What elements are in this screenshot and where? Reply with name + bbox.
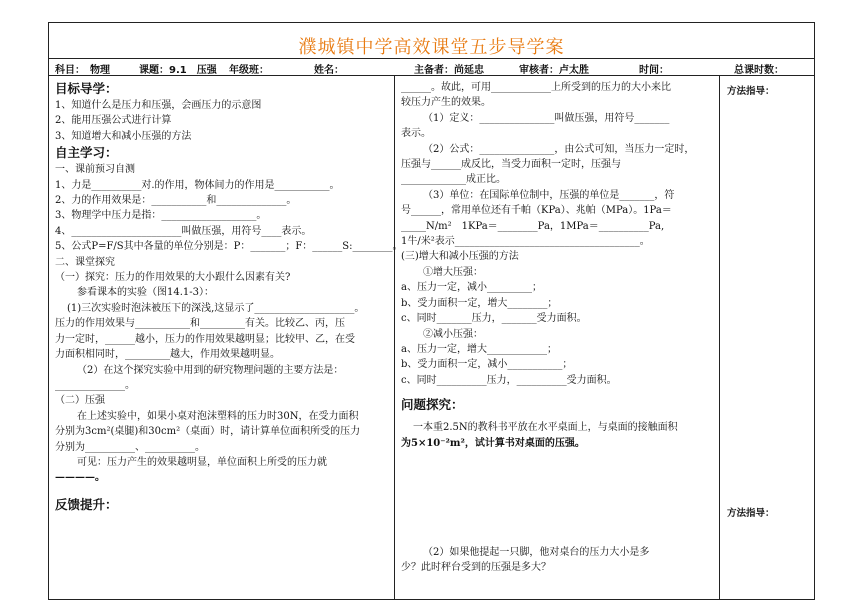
meta-author: 主备者：尚延忠	[414, 65, 484, 76]
text-line: _____________成正比。	[401, 174, 506, 186]
meta-name: 姓名：	[314, 65, 344, 76]
text-line: a、压力一定，增大____________；	[401, 343, 557, 355]
text-line: ②减小压强：	[423, 328, 483, 340]
text-line: 4、______________________叫做压强，用符号____表示。	[55, 225, 312, 237]
goal-item: 2、能用压强公式进行计算	[55, 115, 172, 127]
meta-time: 时间：	[639, 65, 669, 76]
text-line: 较压力产生的效果。	[401, 97, 491, 109]
text-line: （3）单位：在国际单位制中，压强的单位是_______，符	[423, 189, 675, 201]
problem-text: 为5×10⁻²m²，试计算书对桌面的压强。	[401, 437, 585, 449]
text-line: b、受力面积一定，减小___________；	[401, 359, 573, 371]
divider	[49, 58, 814, 59]
text-line: 可见：压力产生的效果越明显，单位面积上所受的压力就	[77, 456, 327, 468]
text-line: 号______，常用单位还有千帕（KPa）、兆帕（MPa）。1Pa＝	[401, 205, 672, 217]
text-line: 力一定时，______越小，压力的作用效果越明显；比较甲、乙，在受	[55, 333, 355, 345]
problem-text: （2）如果他提起一只脚，他对桌台的压力大小是多	[423, 547, 650, 558]
text-line: c、同时__________压力，__________受力面积。	[401, 374, 617, 386]
text-line: （2）公式：_______________，由公式可知，当压力一定时，	[423, 143, 695, 155]
goal-item: 3、知道增大和减小压强的方法	[55, 130, 192, 142]
text-line: 1、力是__________对.的作用，物体间力的作用是___________。	[55, 179, 340, 191]
text-line: ①增大压强：	[423, 266, 483, 278]
text-line: 5、公式P=F/S其中各量的单位分别是：P：_______；F：______S:________。	[55, 241, 403, 253]
feedback-heading: 反馈提升：	[55, 496, 118, 512]
text-line: 压强与______成反比，当受力面积一定时，压强与	[401, 159, 621, 171]
text-line: （一）探究：压力的作用效果的大小跟什么因素有关?	[55, 272, 291, 284]
text-line: 1牛/米²表示_____________________________________。	[401, 236, 650, 248]
text-line: 压力的作用效果与___________和_________有关。比较乙、丙，压	[55, 318, 345, 330]
middle-column	[401, 80, 716, 451]
self-study-heading: 自主学习：	[55, 145, 118, 161]
text-line: c、同时_______压力，_______受力面积。	[401, 313, 587, 325]
problem-text: 一本重2.5N的教科书平放在水平桌面上，与桌面的接触面积	[413, 422, 678, 434]
text-line: 一、课前预习自测	[55, 164, 135, 176]
worksheet	[48, 22, 815, 600]
text-line: (1)三次实验时泡沫被压下的深浅,这显示了____________________。	[67, 302, 365, 314]
text-line: _____N/m² 1KPa＝________Pa，1MPa＝__________Pa,	[401, 220, 665, 232]
text-line: ______________。	[55, 379, 135, 391]
left-column	[55, 80, 403, 514]
text-line: (三)增大和减小压强的方法	[401, 251, 519, 263]
page-title: 濮城镇中学高效课堂五步导学案	[298, 37, 565, 58]
problem-heading: 问题探究：	[401, 397, 464, 413]
text-line: 2、力的作用效果是：___________和______________。	[55, 195, 297, 207]
text-line: ______。故此，可用____________上所受到的压力的大小来比	[401, 82, 671, 93]
text-line: a、压力一定，减小_________；	[401, 282, 542, 294]
meta-hours: 总课时数：	[734, 65, 784, 76]
text-line: 分别为3cm²(桌腿)和30cm²（桌面）时，请计算单位面积所受的压力	[55, 426, 361, 438]
meta-grade: 年级班：	[229, 65, 269, 76]
goal-item: 1、知道什么是压力和压强，会画压力的示意图	[55, 100, 262, 111]
method-guide-label: 方法指导：	[727, 508, 775, 519]
text-line: 3、物理学中压力是指：___________________。	[55, 210, 267, 222]
meta-reviewer: 审核者：卢太胜	[519, 65, 589, 76]
text-line: 二、课堂探究	[55, 256, 115, 268]
text-line: （1）定义：_______________叫做压强，用符号_______	[423, 112, 670, 124]
text-line: 在上述实验中，如果小桌对泡沫塑料的压力时30N，在受力面积	[77, 410, 359, 422]
text-line: （二）压强	[55, 395, 105, 407]
text-line: b、受力面积一定，增大________；	[401, 297, 558, 309]
meta-subject: 科目： 物理	[55, 65, 110, 76]
text-line: 表示。	[401, 128, 431, 140]
text-line: ————。	[55, 472, 105, 484]
method-guide-label: 方法指导：	[727, 86, 775, 97]
problem-text: 少？此时秤台受到的压强是多大？	[401, 562, 551, 574]
column-divider	[719, 75, 720, 599]
text-line: 分别为__________、__________。	[55, 441, 205, 453]
column-divider	[394, 75, 395, 599]
meta-topic: 课题：9.1 压强	[139, 65, 217, 76]
text-line: （2）在这个探究实验中用到的研究物理问题的主要方法是：	[77, 364, 344, 376]
problem-two	[401, 545, 716, 576]
text-line: 力面积相同时，_________越大，作用效果越明显。	[55, 349, 280, 361]
text-line: 参看课本的实验（图14.1-3）：	[77, 287, 215, 299]
goals-heading: 目标导学：	[55, 81, 118, 96]
